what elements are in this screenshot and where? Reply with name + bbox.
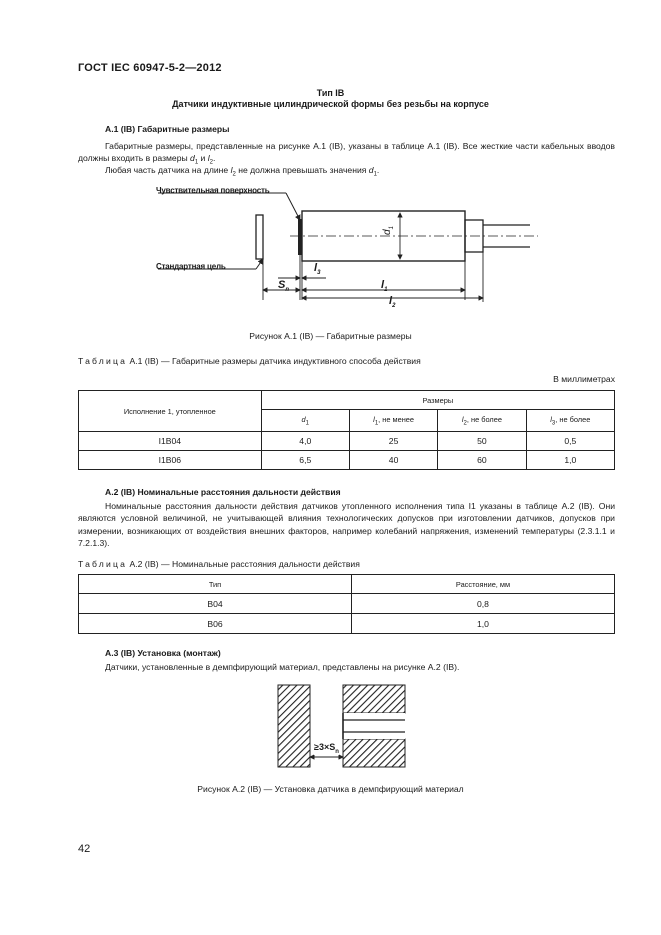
document-header: ГОСТ IEC 60947-5-2—2012 xyxy=(78,62,222,74)
label-d1: $d_1$ xyxy=(381,226,395,235)
table-a1-group-header: Размеры xyxy=(261,391,614,410)
label-l1: $l_1$ xyxy=(381,279,388,294)
table-row: I1B04 4,0 25 50 0,5 xyxy=(79,432,615,451)
table-a1-col-header: Исполнение 1, утопленное xyxy=(79,391,262,432)
damping-material-right-bottom xyxy=(343,739,405,767)
section-a1-paragraph: Габаритные размеры, представленные на рисунке А.1 (IB), указаны в таблице А.1 (IB). Все жесткие части кабельных вводов должны входить в размеры $d_1$ и $l_2$. xyxy=(78,141,615,167)
figure-a2-caption: Рисунок А.2 (IB) — Установка датчика в демпфирующий материал xyxy=(197,784,464,794)
damping-material-right-top xyxy=(343,685,405,713)
table-a1-header-d1: $d_1$ xyxy=(261,410,349,432)
type-subtitle: Датчики индуктивные цилиндрической формы без резьбы на корпусе xyxy=(172,99,489,109)
table-a2 xyxy=(78,574,615,634)
figure-a1-drawing xyxy=(150,182,540,317)
figure-a1-caption: Рисунок А.1 (IB) — Габаритные размеры xyxy=(249,331,412,341)
section-a2-heading: А.2 (IB) Номинальные расстояния дальности действия xyxy=(105,487,341,497)
table-a2-caption: Таблица А.2 (IB) — Номинальные расстояния дальности действия xyxy=(78,559,360,569)
section-a3-paragraph: Датчики, установленные в демпфирующий материал, представлены на рисунке А.2 (IB). xyxy=(105,662,460,672)
figure-a2-dimension-label: $\ge 3\times S_n$ xyxy=(314,742,339,755)
label-l2: $l_2$ xyxy=(389,295,396,310)
table-a1-header-l1: $l_1$, не менее xyxy=(349,410,437,432)
table-a1-caption: Таблица А.1 (IB) — Габаритные размеры датчика индуктивного способа действия xyxy=(78,356,421,366)
table-a2-header-type: Тип xyxy=(79,575,352,594)
standard-target-plate xyxy=(256,215,263,259)
section-a1-heading: А.1 (IB) Габаритные размеры xyxy=(105,124,230,134)
damping-material-left xyxy=(278,685,310,767)
type-title: Тип IB xyxy=(316,88,345,98)
section-a1-paragraph-2: Любая часть датчика на длине $l_2$ не должна превышать значения $d_1$. xyxy=(105,165,380,178)
section-a3-heading: А.3 (IB) Установка (монтаж) xyxy=(105,648,221,658)
label-sn: $S_n$ xyxy=(278,279,290,294)
label-standard-target: Стандартная цель xyxy=(156,262,226,271)
table-a1 xyxy=(78,390,615,470)
table-a1-header-l2: $l_2$, не более xyxy=(438,410,526,432)
table-a1-header-l3: $l_3$, не более xyxy=(526,410,614,432)
table-a1-units: В миллиметрах xyxy=(553,374,615,384)
table-row: B04 0,8 xyxy=(79,594,615,614)
section-a2-paragraph: Номинальные расстояния дальности действия датчиков утопленного исполнения типа I1 указаны в таблице А.2 (IB). Они являются условной величиной, не учитывающей влияния технологических допусков при изготовлении датчиков, допусков при измерении, возникающих от воздействия внешних факторов, например колебаний напряжения, изменений температуры (2.3.1.1 и 7.2.1.3). xyxy=(78,501,615,548)
table-a2-header-distance: Расстояние, мм xyxy=(352,575,615,594)
label-sensing-surface: Чувствительная поверхность xyxy=(156,186,270,195)
table-row: I1B06 6,5 40 60 1,0 xyxy=(79,451,615,470)
page-number: 42 xyxy=(78,843,91,855)
figure-a2-drawing xyxy=(270,683,415,773)
label-l3: $l_3$ xyxy=(314,262,321,277)
table-row: B06 1,0 xyxy=(79,614,615,634)
